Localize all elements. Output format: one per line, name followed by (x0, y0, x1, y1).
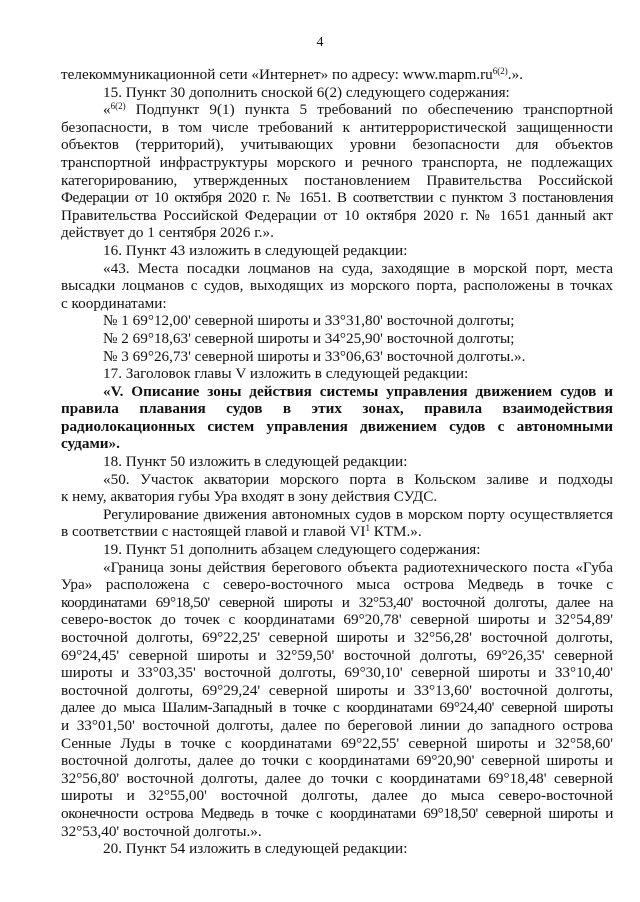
text-line (61, 66, 613, 84)
chapter-title-line: судами». (61, 435, 120, 453)
text-line: Ура» расположена с северо-восточного мыса острова Медведь в точке с (61, 576, 613, 594)
text-line: 69°24,45' северной широты и 32°59,50' восточной долготы, 69°26,35' северной (61, 646, 613, 664)
item-heading: 20. Пункт 54 изложить в следующей редакции: (103, 840, 408, 858)
text-line: объектов (территорий), учитывающих уровни безопасности для объектов (61, 136, 613, 154)
text-line: категорированию, утвержденных постановлением Правительства Российской (61, 171, 613, 189)
text-line: действует до 1 сентября 2026 г.». (61, 224, 274, 242)
text-line: «50. Участок акватории морского порта в Кольском заливе и подходы (103, 470, 613, 488)
item-heading: 17. Заголовок главы V изложить в следующей редакции: (103, 365, 469, 383)
text-line (61, 101, 613, 119)
text-line: Регулирование движения автономных судов в морском порту осуществляется (103, 505, 613, 523)
chapter-title-line: радиолокационных систем управления движением судов с автономными (61, 417, 613, 435)
text-line: восточной долготы, 69°22,25' северной широты и 32°56,28' восточной долготы, (61, 629, 613, 646)
text-line: 32°53,40' восточной долготы.». (61, 822, 262, 840)
text-line: восточной долготы, 69°29,24' северной широты и 33°13,60' восточной долготы, (61, 681, 613, 699)
item-heading: 16. Пункт 43 изложить в следующей редакции: (103, 241, 408, 259)
text-run: телекоммуникационной сети «Интернет» по адресу: www.mapm.ru (61, 66, 493, 83)
text-line: широты и 32°55,00' восточной долготы, далее до мыса северо-восточной (61, 787, 613, 805)
text-line (61, 523, 613, 541)
page-number: 4 (316, 35, 324, 50)
text-line: с координатами: (61, 294, 167, 312)
text-run: « (103, 101, 111, 119)
text-line: высадки лоцманов с судов, выходящих из морского порта, расположены в точках (61, 277, 613, 295)
text-run: .». (507, 66, 523, 83)
text-line: оконечности острова Медведь в точке с координатами 69°18,50' северной широты и (61, 804, 613, 822)
text-line: 32°56,80' восточной долготы, далее до точки с координатами 69°18,48' северной (61, 769, 613, 787)
superscript: 1 (365, 523, 370, 534)
text-line: Правительства Российской Федерации от 10 октября 2020 г. № 1651 данный акт (61, 206, 613, 224)
item-heading: 19. Пункт 51 дополнить абзацем следующего содержания: (103, 541, 481, 559)
text-line: восточной долготы, далее до точки с координатами 69°20,90' северной широты и (61, 752, 613, 770)
text-line: широты и 33°03,35' восточной долготы, 69°30,10' северной широты и 33°10,40' (61, 664, 613, 682)
item-heading: 18. Пункт 50 изложить в следующей редакции: (103, 453, 408, 471)
chapter-title-line: правила плавания судов в этих зонах, правила взаимодействия (61, 400, 613, 418)
coordinate-line: № 1 69°12,00' северной широты и 33°31,80' восточной долготы; (103, 312, 515, 330)
text-run: в соответствии с настоящей главой и главой VI (61, 523, 366, 541)
text-line: Сенные Луды в точке с координатами 69°22,55' северной широты и 32°58,60' (61, 734, 613, 752)
coordinate-line: № 2 69°18,63' северной широты и 34°25,90' восточной долготы; (103, 329, 515, 347)
footnote-mark: 6(2) (492, 66, 508, 76)
coordinate-line: № 3 69°26,73' северной широты и 33°06,63' восточной долготы.». (103, 347, 526, 365)
text-line: «43. Места посадки лоцманов на суда, заходящие в морской порт, места (103, 259, 613, 277)
text-line: северо-восток до точек с координатами 69°20,78' северной широты и 32°54,89' (61, 611, 613, 629)
item-heading: 15. Пункт 30 дополнить сноской 6(2) следующего содержания: (103, 83, 510, 101)
text-line: далее до мыса Шалим-Западный в точке с координатами 69°24,40' северной широты (61, 699, 613, 717)
text-run: КТМ.». (370, 523, 422, 541)
chapter-title-line: «V. Описание зоны действия системы управления движением судов и (103, 382, 613, 400)
text-line: координатами 69°18,50' северной широты и 32°53,40' восточной долготы, далее на (61, 593, 613, 611)
text-line: «Граница зоны действия берегового объекта радиотехнического поста «Губа (103, 558, 613, 576)
text-line: к нему, акватория губы Ура входят в зону действия СУДС. (61, 488, 438, 506)
text-line: и 33°01,50' восточной долготы, далее по береговой линии до западного острова (61, 716, 613, 734)
document-body (61, 66, 613, 858)
text-line: Федерации от 10 октября 2020 г. № 1651. В соответствии с пунктом 3 постановления (61, 189, 613, 207)
footnote-mark: 6(2) (110, 101, 126, 112)
text-line: безопасности, в том числе требований к антитеррористической защищенности (61, 118, 613, 136)
text-run: Подпункт 9(1) пункта 5 требований по обеспечению транспортной (125, 101, 613, 119)
text-line: транспортной инфраструктуры морского и речного транспорта, не подлежащих (61, 153, 613, 171)
